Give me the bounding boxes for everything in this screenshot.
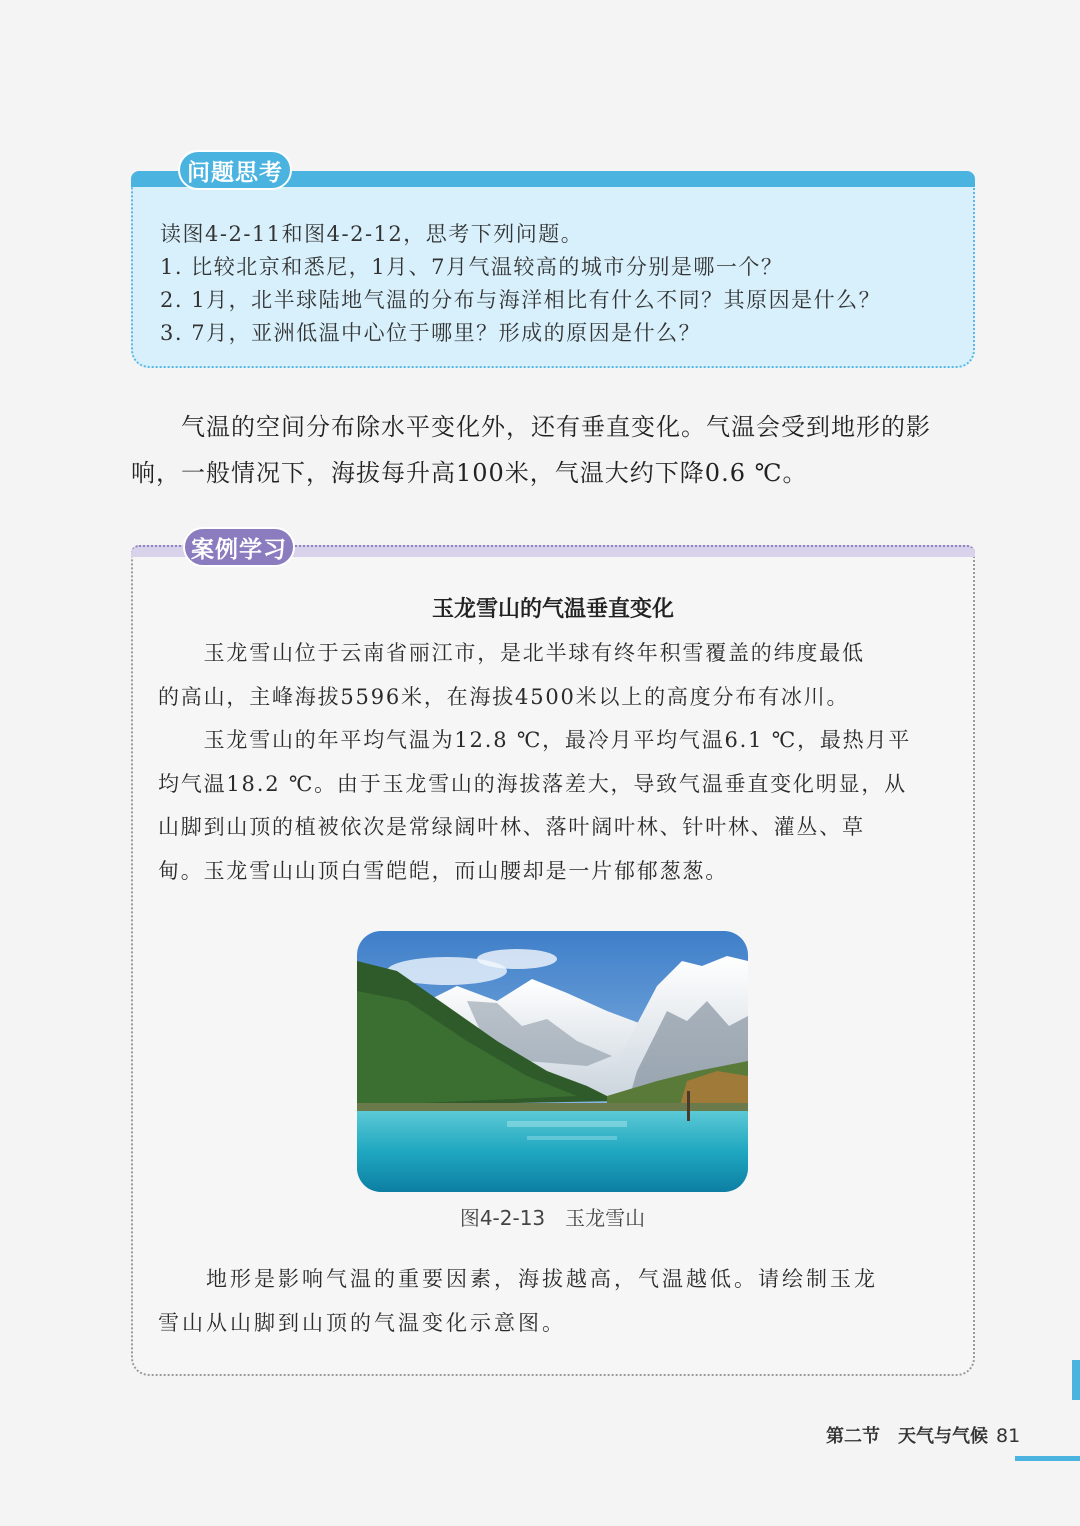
page-number: 81 xyxy=(996,1425,1021,1447)
snow-mountain-photo xyxy=(357,931,748,1192)
body-line-2: 响，一般情况下，海拔每升高100米，气温大约下降0.6 ℃。 xyxy=(131,459,808,487)
question-item-1: 1. 比较北京和悉尼，1月、7月气温较高的城市分别是哪一个？ xyxy=(160,255,784,279)
figure-caption: 图4-2-13 玉龙雪山 xyxy=(459,1206,646,1230)
footer-section-title: 第二节 天气与气候 xyxy=(826,1426,988,1447)
case-study-text xyxy=(158,632,911,893)
page-footer xyxy=(826,1422,1020,1448)
case-study-task xyxy=(158,1258,878,1345)
case-study-tag: 案例学习 xyxy=(183,527,295,567)
case-line-2: 的高山，主峰海拔5596米，在海拔4500米以上的高度分布有冰川。 xyxy=(158,684,850,709)
question-item-3: 3. 7月，亚洲低温中心位于哪里？形成的原因是什么？ xyxy=(160,321,702,345)
case-study-title: 玉龙雪山的气温垂直变化 xyxy=(431,597,674,622)
case-line-1: 玉龙雪山位于云南省丽江市，是北半球有终年积雪覆盖的纬度最低 xyxy=(158,641,865,665)
task-line-2: 雪山从山脚到山顶的气温变化示意图。 xyxy=(158,1310,566,1335)
footer-accent-bar xyxy=(1015,1456,1080,1461)
body-paragraph xyxy=(131,404,977,496)
case-line-3: 玉龙雪山的年平均气温为12.8 ℃，最冷月平均气温6.1 ℃，最热月平 xyxy=(158,728,912,752)
case-line-5: 山脚到山顶的植被依次是常绿阔叶林、落叶阔叶林、针叶林、灌丛、草 xyxy=(158,815,865,839)
question-intro: 读图4-2-11和图4-2-12，思考下列问题。 xyxy=(160,222,584,246)
question-tag: 问题思考 xyxy=(178,150,292,190)
body-line-1: 气温的空间分布除水平变化外，还有垂直变化。气温会受到地形的影 xyxy=(131,413,931,441)
page-edge-tab xyxy=(1072,1360,1080,1400)
task-line-1: 地形是影响气温的重要因素，海拔越高，气温越低。请绘制玉龙 xyxy=(158,1267,878,1291)
case-line-6: 甸。玉龙雪山山顶白雪皑皑，而山腰却是一片郁郁葱葱。 xyxy=(158,858,728,883)
question-lines xyxy=(160,218,881,350)
mountain-lake-image xyxy=(357,931,748,1192)
case-line-4: 均气温18.2 ℃。由于玉龙雪山的海拔落差大，导致气温垂直变化明显，从 xyxy=(158,771,907,796)
question-item-2: 2. 1月，北半球陆地气温的分布与海洋相比有什么不同？其原因是什么？ xyxy=(160,288,882,312)
